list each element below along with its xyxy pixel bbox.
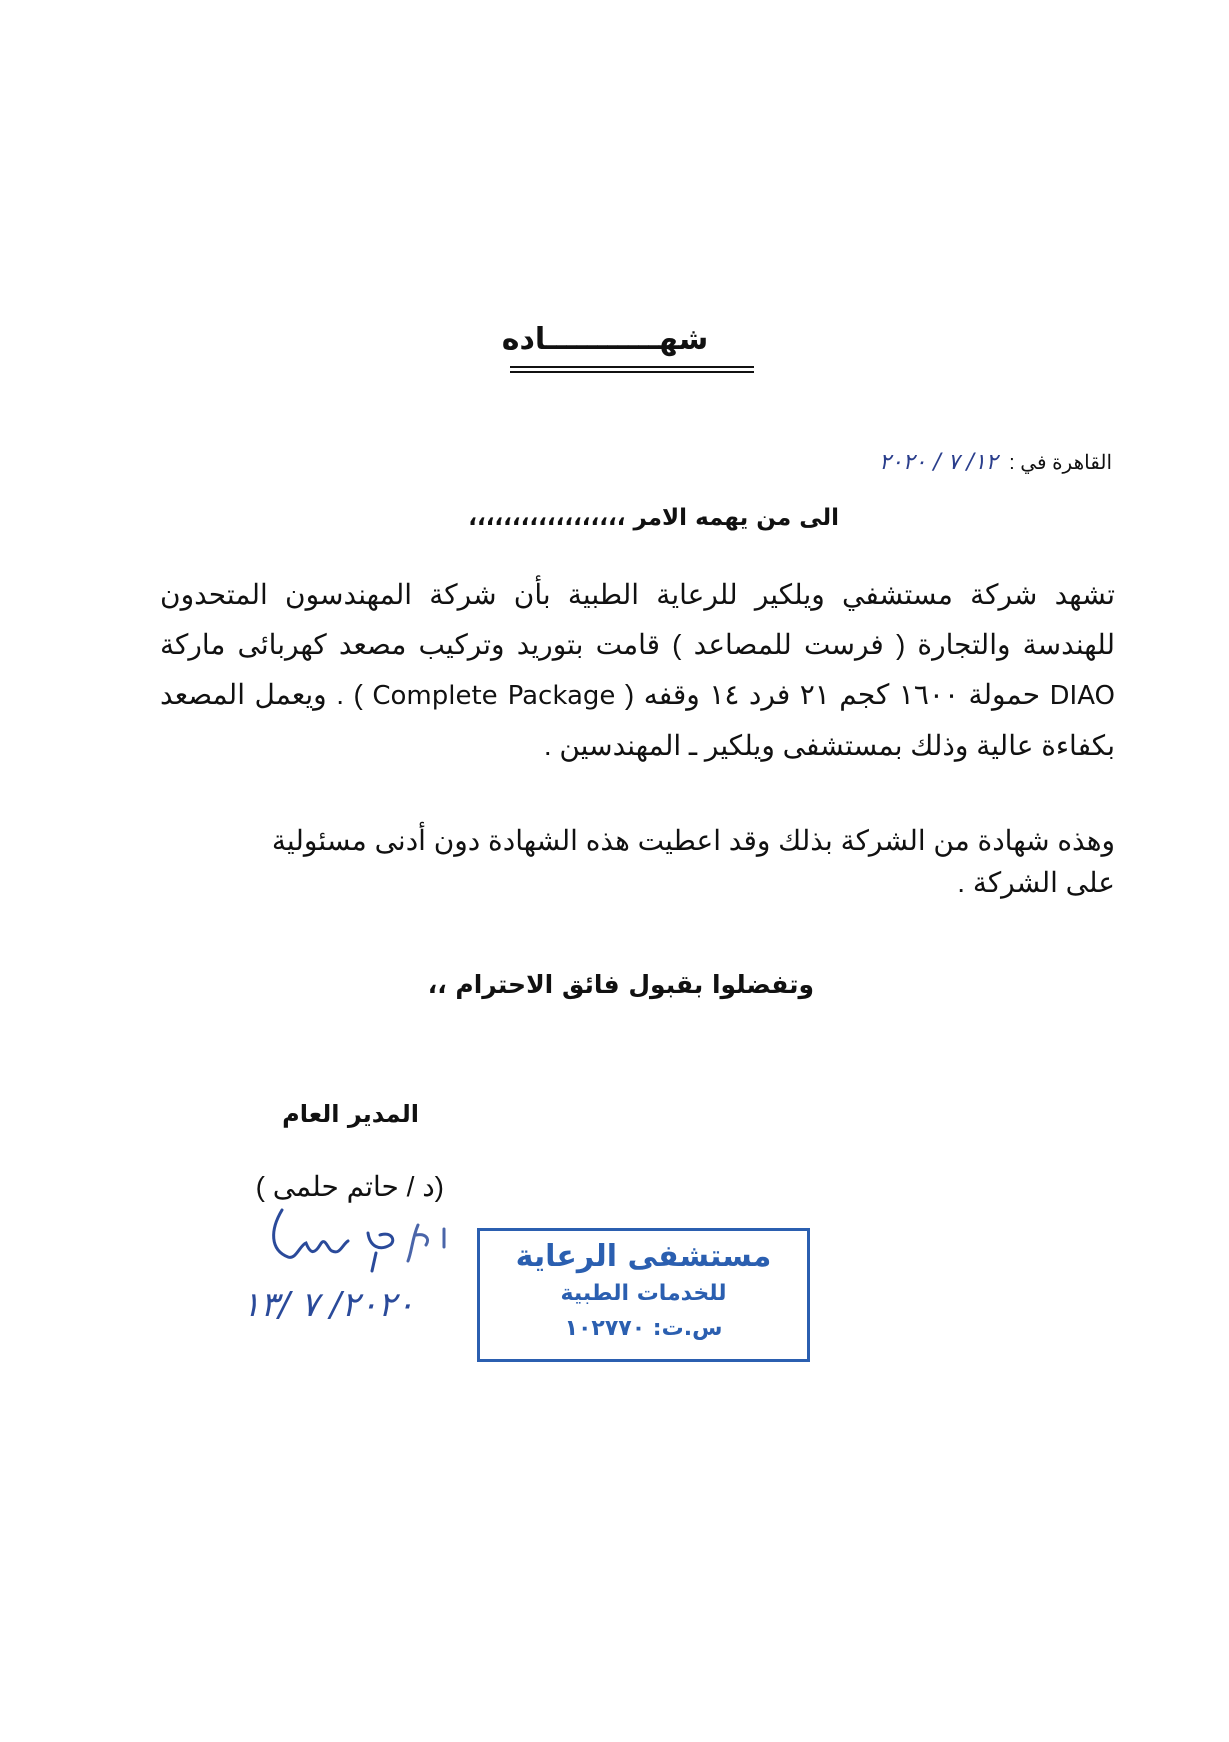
signature-date: ٢٠٢٠/ ٧ /١٣ [242, 1285, 415, 1325]
signature-stroke-b [368, 1233, 393, 1271]
body-part-2: حمولة ١٦٠٠ كجم ٢١ فرد ١٤ وقفه ( [624, 679, 1041, 710]
company-stamp [477, 1228, 810, 1362]
date-handwritten-value: ١٢/ ٧ / ٢٠٢٠ [879, 450, 998, 475]
stamp-hospital-name: مستشفى الرعاية [515, 1239, 772, 1274]
stamp-registration-number: س.ت: ١٠٢٧٧٠ [564, 1316, 723, 1341]
package-name: Complete Package [372, 681, 616, 711]
body-part-3: ) . ويعمل المصعد بكفاءة عالية وذلك بمستشفى ويلكير ـ المهندسين . [160, 679, 1115, 761]
signer-title: المدير العام [282, 1100, 419, 1128]
body-paragraph [160, 570, 1115, 771]
stamp-services: للخدمات الطبية [560, 1281, 727, 1306]
signer-name: (د / حاتم حلمى ) [255, 1171, 444, 1202]
salutation: الى من يهمه الامر ،،،،،،،،،،،،،،،،،، [468, 505, 839, 531]
document-title [440, 322, 770, 357]
date-label: القاهرة في : [1009, 452, 1112, 474]
signature-stroke-c [408, 1225, 444, 1261]
brand-name: DIAO [1049, 681, 1116, 711]
regards-line: وتفضلوا بقبول فائق الاحترام ،، [427, 970, 814, 999]
title-double-underline [510, 366, 754, 373]
title-text: شهـــــــــــاده [501, 322, 709, 357]
body-part-1: تشهد شركة مستشفي ويلكير للرعاية الطبية بأن شركة المهندسون المتحدون للهندسة والتجارة ( فرست للمصاعد ) قامت بتوريد وتركيب مصعد كهربائى ماركة [160, 579, 1115, 660]
signature-stroke [274, 1210, 348, 1257]
date-line [879, 450, 1112, 475]
closing-paragraph: وهذه شهادة من الشركة بذلك وقد اعطيت هذه الشهادة دون أدنى مسئولية على الشركة . [271, 825, 1115, 898]
